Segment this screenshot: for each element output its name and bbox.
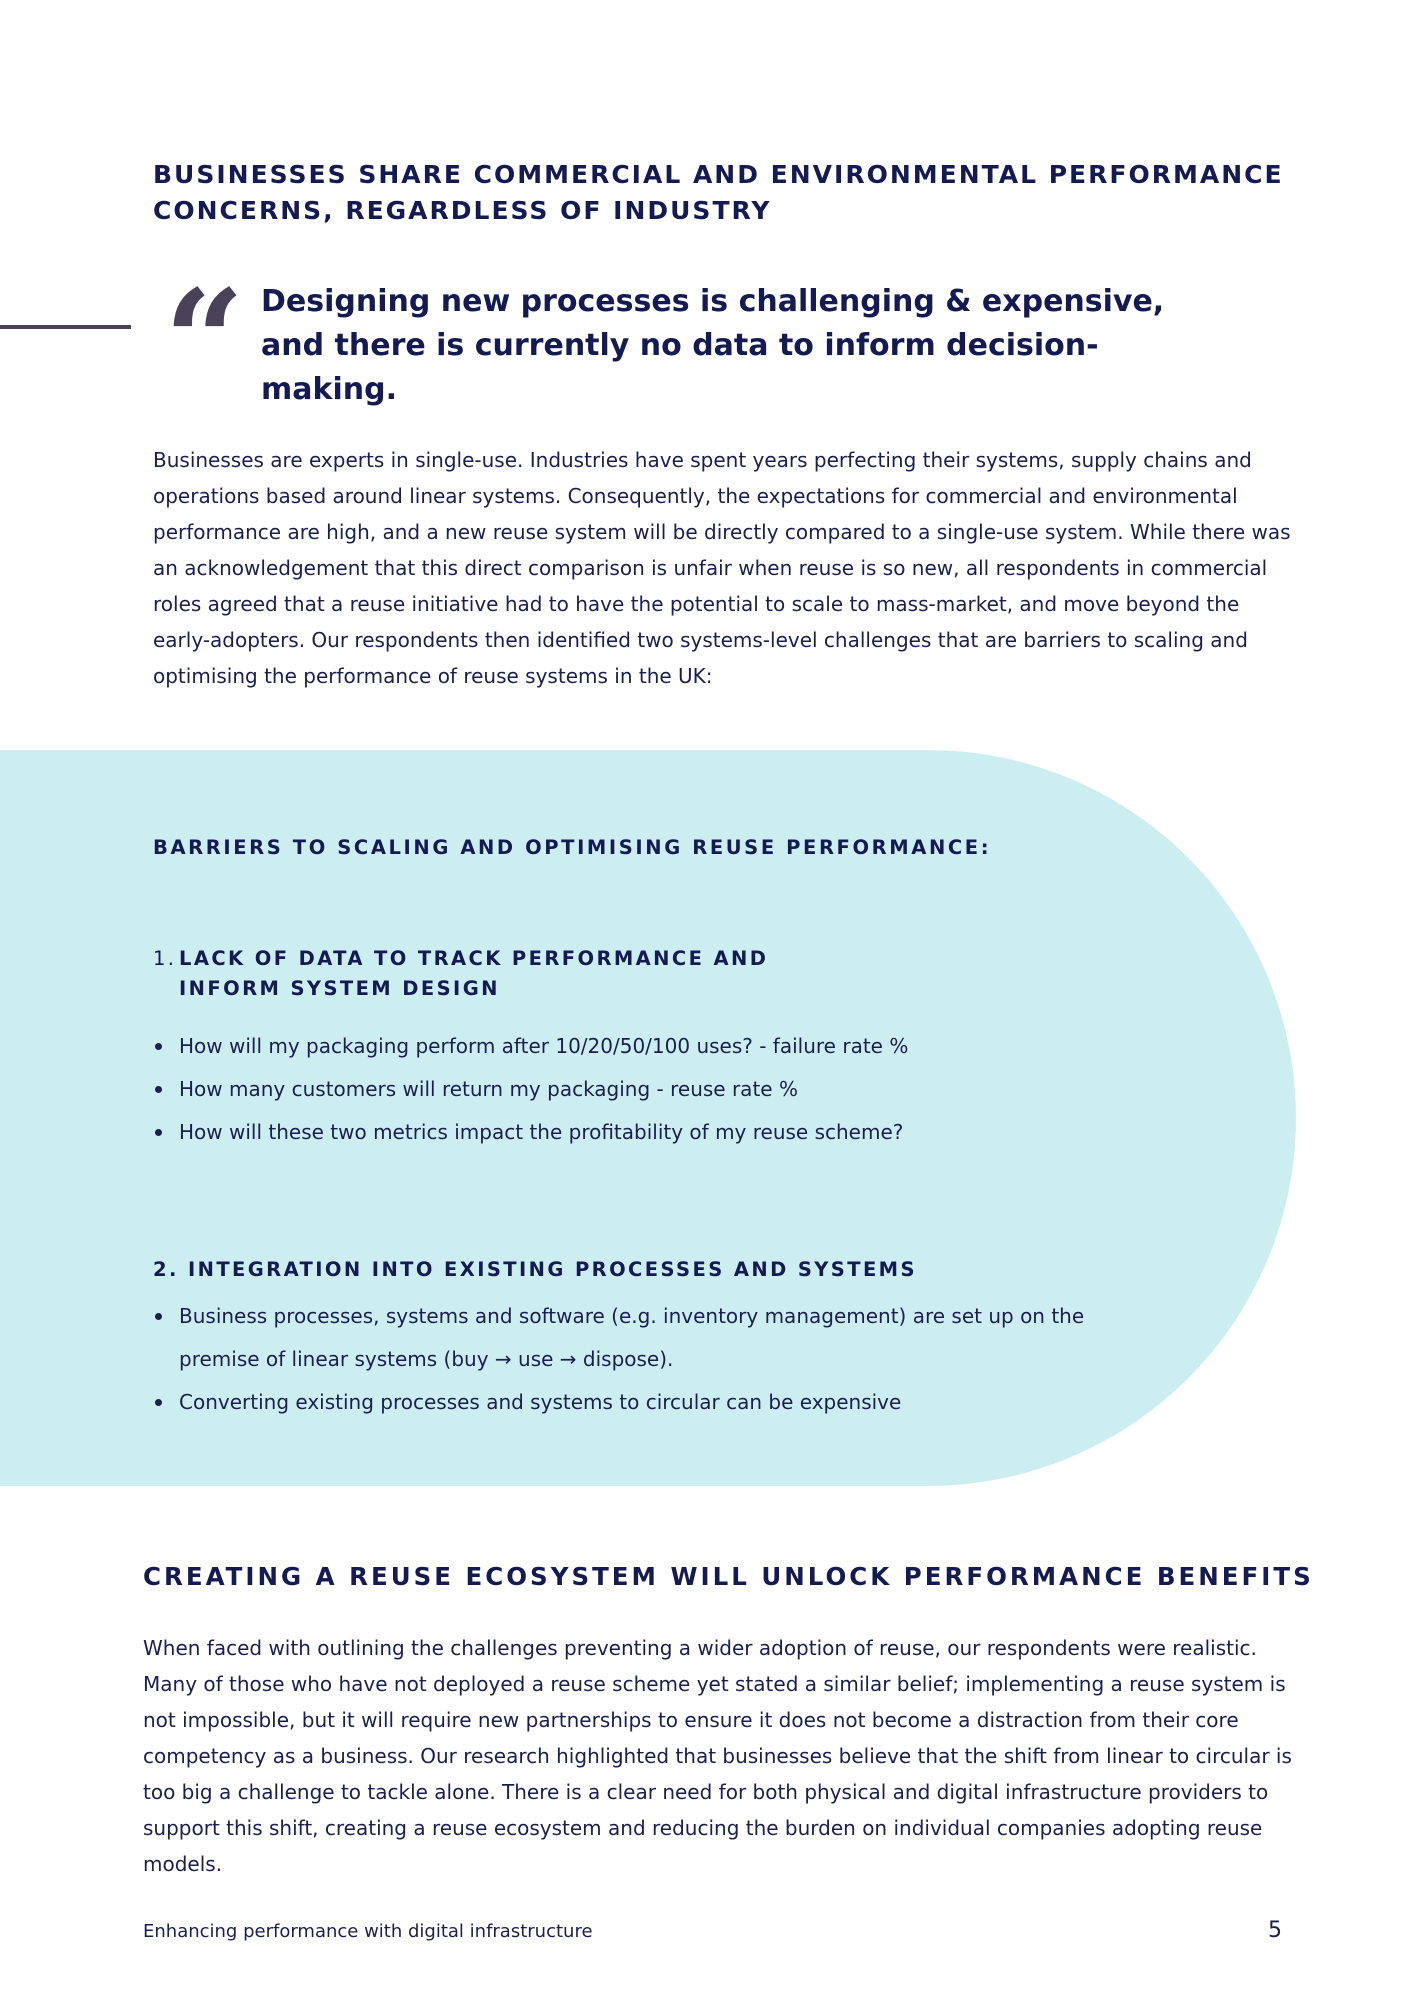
section-heading: BUSINESSES SHARE COMMERCIAL AND ENVIRONMENTAL PERFORMANCE CONCERNS, REGARDLESS OF INDUSTRY: [153, 159, 1284, 225]
list-item: Converting existing processes and systems to circular can be expensive: [153, 1381, 1113, 1424]
list-item: How will these two metrics impact the profitability of my reuse scheme?: [153, 1111, 1053, 1154]
barrier-1-heading: [153, 944, 873, 1004]
quote-mark-icon: “: [164, 260, 245, 424]
barrier-1-number: 1.: [153, 946, 177, 970]
barrier-1-list: [153, 1025, 1053, 1154]
ecosystem-heading: CREATING A REUSE ECOSYSTEM WILL UNLOCK PERFORMANCE BENEFITS: [143, 1562, 1314, 1592]
barrier-1-title: LACK OF DATA TO TRACK PERFORMANCE AND INFORM SYSTEM DESIGN: [179, 946, 769, 1000]
barrier-2-list: [153, 1295, 1113, 1424]
barriers-heading: BARRIERS TO SCALING AND OPTIMISING REUSE PERFORMANCE:: [153, 836, 992, 860]
list-item: How many customers will return my packaging - reuse rate %: [153, 1068, 1053, 1111]
footer-title: Enhancing performance with digital infrastructure: [143, 1921, 593, 1942]
quote-divider-line: [0, 325, 131, 329]
barrier-2-heading: 2. INTEGRATION INTO EXISTING PROCESSES AND SYSTEMS: [153, 1257, 917, 1281]
ecosystem-paragraph: When faced with outlining the challenges preventing a wider adoption of reuse, our respondents were realistic. Many of those who have not deployed a reuse scheme yet stated a similar belief; implementing a reuse system is not impossible, but it will require new partnerships to ensure it does not become a distraction from their core competency as a business. Our research highlighted that businesses believe that the shift from linear to circular is too big a challenge to tackle alone. There is a clear need for both physical and digital infrastructure providers to support this shift, creating a reuse ecosystem and reducing the burden on individual companies adopting reuse models.: [143, 1636, 1292, 1876]
pull-quote: Designing new processes is challenging & expensive, and there is currently no data to inform decision-making.: [261, 284, 1165, 407]
list-item: Business processes, systems and software (e.g. inventory management) are set up on the premise of linear systems (buy → use → dispose).: [153, 1295, 1113, 1381]
page-number: 5: [1268, 1918, 1282, 1943]
intro-paragraph: Businesses are experts in single-use. Industries have spent years perfecting their systems, supply chains and operations based around linear systems. Consequently, the expectations for commercial and environmental performance are high, and a new reuse system will be directly compared to a single-use system. While there was an acknowledgement that this direct comparison is unfair when reuse is so new, all respondents in commercial roles agreed that a reuse initiative had to have the potential to scale to mass-market, and move beyond the early-adopters. Our respondents then identified two systems-level challenges that are barriers to scaling and optimising the performance of reuse systems in the UK:: [153, 448, 1291, 688]
list-item: How will my packaging perform after 10/20/50/100 uses? - failure rate %: [153, 1025, 1053, 1068]
